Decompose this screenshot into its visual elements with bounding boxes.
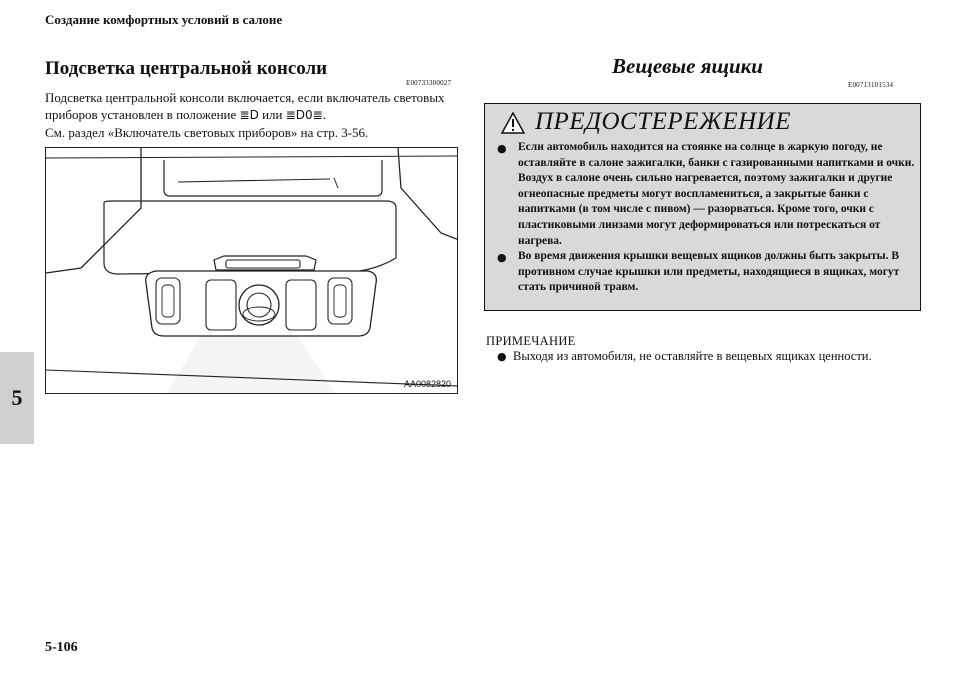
warning-item-text: Во время движения крышки вещевых ящиков должны быть закрыты. В противном случае крышки или предметы, находящиеся в ящиках, могут стать причиной травм. — [518, 250, 900, 294]
section-code: E00713101534 — [848, 81, 894, 89]
page-number: 5-106 — [45, 640, 78, 655]
description-text: или — [258, 107, 286, 122]
bullet-icon: ● — [497, 251, 507, 265]
console-light-description — [45, 89, 460, 141]
description-text: . — [322, 107, 326, 122]
warning-header — [485, 104, 920, 138]
chapter-tab: 5 — [0, 352, 34, 444]
warning-list — [497, 140, 915, 296]
cross-reference: См. раздел «Включатель световых приборов» на стр. 3-56. — [45, 125, 369, 140]
warning-title: ПРЕДОСТЕРЕЖЕНИЕ — [535, 108, 791, 135]
figure-label: AA0082820 — [403, 379, 451, 389]
note-item-text: Выходя из автомобиля, не оставляйте в вещевых ящиках ценности. — [513, 349, 872, 363]
bullet-icon: ● — [497, 142, 507, 155]
note-list — [497, 348, 917, 364]
headlight-position-icon: ≣D0≣ — [285, 108, 323, 122]
warning-box — [484, 103, 921, 311]
note-item — [497, 348, 917, 364]
note-label: ПРИМЕЧАНИЕ — [486, 334, 576, 348]
light-switch-position-icon: ≣D — [239, 108, 259, 122]
warning-item — [497, 140, 915, 249]
console-illustration — [45, 147, 458, 394]
section-title-console-light: Подсветка центральной консоли — [45, 58, 328, 79]
console-drawing — [46, 148, 458, 394]
page-header: Создание комфортных условий в салоне — [45, 12, 283, 27]
warning-triangle-icon — [501, 112, 525, 134]
description-text: Подсветка центральной консоли включается, если включатель световых приборов установлен в положение — [45, 90, 445, 122]
section-code: E00733300027 — [406, 79, 452, 87]
section-title-storage: Вещевые ящики — [612, 54, 763, 78]
warning-item-text: Если автомобиль находится на стоянке на солнце в жаркую погоду, не оставляйте в салоне зажигалки, банки с газированными напитками и очки. Воздух в салоне очень сильно нагревается, поэтому зажигалки и другие огнеопасные предметы могут воспламениться, а закрытые банки с напитками (в том числе с пивом) — разорваться. Кроме того, очки с пластиковыми линзами могут деформироваться или потрескаться от нагрева. — [518, 141, 915, 247]
bullet-icon: ● — [497, 350, 507, 363]
warning-item — [497, 249, 915, 296]
